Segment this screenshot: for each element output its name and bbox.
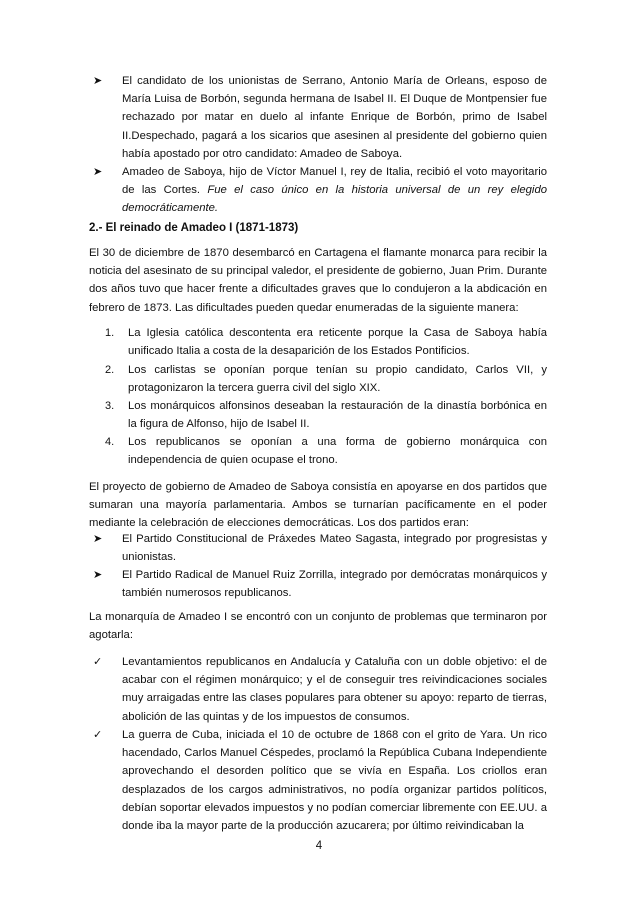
numbered-item xyxy=(89,324,547,360)
numbered-item-text: Los monárquicos alfonsinos deseaban la restauración de la dinastía borbónica en la figura de Alfonso, hijo de Isabel II. xyxy=(128,400,547,431)
paragraph: El 30 de diciembre de 1870 desembarcó en Cartagena el flamante monarca para recibir la noticia del asesinato de su principal valedor, el presidente de gobierno, Juan Prim. Durante dos años tuvo que hacer frente a dificultades graves que lo condujeron a la abdicación en febrero de 1873. Las dificultades pueden quedar enumeradas de la siguiente manera: xyxy=(89,247,547,314)
list-item-text: Amadeo de Saboya, hijo de Víctor Manuel I, rey de Italia, recibió el voto mayoritario de las Cortes. xyxy=(122,166,547,197)
checkmark-bullet-icon: ✓ xyxy=(93,656,103,668)
list-item xyxy=(89,726,547,835)
arrow-bullet-icon: ➤ xyxy=(93,75,103,87)
item-number: 2. xyxy=(105,364,115,376)
arrow-bullet-icon: ➤ xyxy=(93,569,103,581)
item-number: 3. xyxy=(105,400,115,412)
list-item xyxy=(89,653,547,726)
list-item-text: El candidato de los unionistas de Serrano, Antonio María de Orleans, esposo de María Luisa de Borbón, segunda hermana de Isabel II. El Duque de Montpensier fue rechazado por matar en duelo al infante Enrique de Borbón, primo de Isabel II.Despechado, pagará a los sicarios que asesinen al presidente del gobierno quien había apostado por otro candidato: Amadeo de Saboya. xyxy=(122,75,547,160)
arrow-bullet-icon: ➤ xyxy=(93,533,103,545)
list-item xyxy=(89,163,547,218)
list-item xyxy=(89,566,547,602)
numbered-item xyxy=(89,433,547,469)
list-item xyxy=(89,530,547,566)
list-item-text: La guerra de Cuba, iniciada el 10 de octubre de 1868 con el grito de Yara. Un rico hacendado, Carlos Manuel Céspedes, proclamó la República Cubana Independiente aprovechando el desorden político que se vivía en España. Los criollos eran desplazados de los cargos administrativos, no podía organizar partidos políticos, debían soportar elevados impuestos y no podían comerciar libremente con EE.UU. a donde iba la mayor parte de la producción azucarera; por último reivindicaban la xyxy=(122,729,547,833)
numbered-item-text: La Iglesia católica descontenta era reticente porque la Casa de Saboya había unificado Italia a costa de la desaparición de los Estados Pontificios. xyxy=(128,327,547,358)
list-item-text: El Partido Radical de Manuel Ruiz Zorrilla, integrado por demócratas monárquicos y también numerosos republicanos. xyxy=(122,569,547,600)
page-number: 4 xyxy=(315,840,323,852)
section-heading: 2.- El reinado de Amadeo I (1871-1873) xyxy=(89,222,299,234)
checkmark-bullet-icon: ✓ xyxy=(93,729,103,741)
item-number: 1. xyxy=(105,327,115,339)
item-number: 4. xyxy=(105,436,115,448)
numbered-item-text: Los republicanos se oponían a una forma de gobierno monárquica con independencia de quien ocupase el trono. xyxy=(128,436,547,467)
arrow-bullet-icon: ➤ xyxy=(93,166,103,178)
numbered-item xyxy=(89,361,547,397)
numbered-item xyxy=(89,397,547,433)
list-item-text: El Partido Constitucional de Práxedes Mateo Sagasta, integrado por progresistas y unionistas. xyxy=(122,533,547,564)
paragraph: La monarquía de Amadeo I se encontró con un conjunto de problemas que terminaron por agotarla: xyxy=(89,611,547,642)
numbered-item-text: Los carlistas se oponían porque tenían su propio candidato, Carlos VII, y protagonizaron la tercera guerra civil del siglo XIX. xyxy=(128,364,547,395)
emphasis-text: Fue el caso único en la historia universal de un rey elegido democráticamente. xyxy=(122,184,548,215)
list-item xyxy=(89,72,547,163)
paragraph: El proyecto de gobierno de Amadeo de Saboya consistía en apoyarse en dos partidos que sumaran una mayoría parlamentaria. Ambos se turnarían pacíficamente en el poder mediante la celebración de elecciones democráticas. Los dos partidos eran: xyxy=(89,481,547,530)
list-item-text: Levantamientos republicanos en Andalucía y Cataluña con un doble objetivo: el de acabar con el régimen monárquico; y el de conseguir tres reivindicaciones sociales muy arraigadas entre las clases populares para obtener su apoyo: reparto de tierras, abolición de las quintas y de los impuestos de consumos. xyxy=(122,656,547,723)
